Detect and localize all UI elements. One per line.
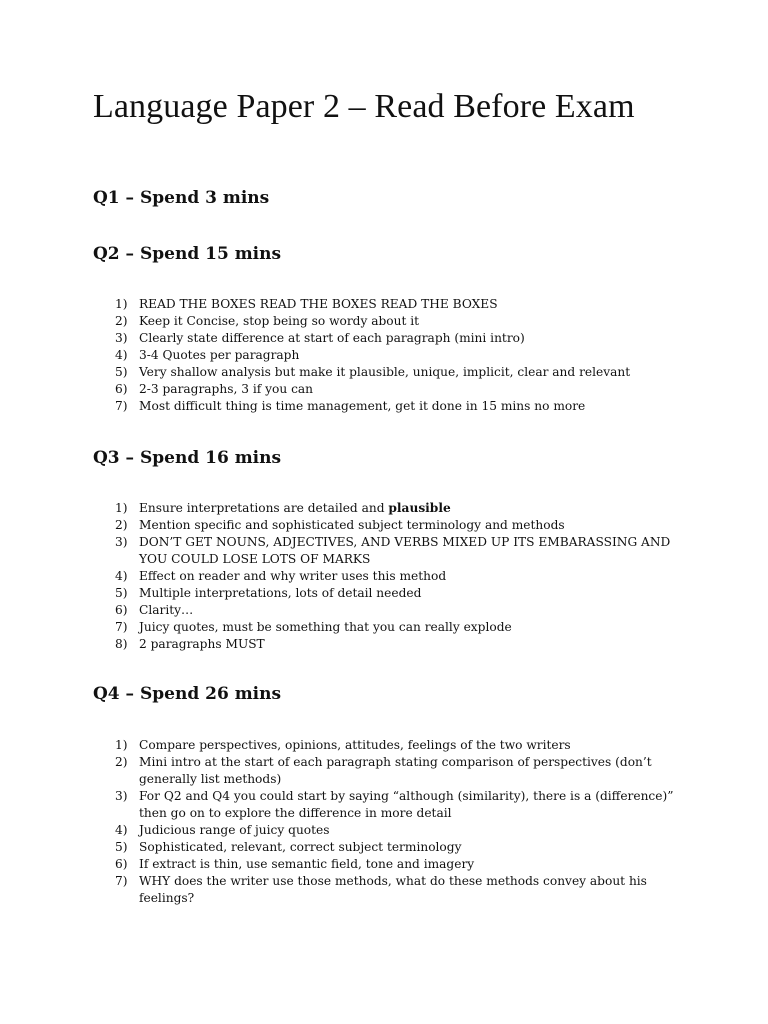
list-item — [110, 856, 679, 873]
list-item — [110, 602, 679, 619]
list-item-number: 2) — [115, 518, 128, 532]
q3-heading: Q3 – Spend 16 mins — [93, 448, 282, 468]
list-item-number: 6) — [115, 603, 128, 617]
list-item-text: 3-4 Quotes per paragraph — [139, 348, 300, 362]
list-item-number: 4) — [115, 823, 128, 837]
list-item-text: Keep it Concise, stop being so wordy about it — [139, 314, 420, 328]
list-item-emphasis: plausible — [388, 501, 451, 515]
list-item-number: 3) — [115, 535, 128, 549]
page-title: Language Paper 2 – Read Before Exam — [93, 88, 635, 125]
list-item — [110, 822, 679, 839]
list-item-number: 5) — [115, 840, 128, 854]
list-item-number: 5) — [115, 365, 128, 379]
list-item-number: 7) — [115, 874, 128, 888]
list-item — [110, 568, 679, 585]
list-item — [110, 839, 679, 856]
list-item — [110, 517, 679, 534]
list-item-text: Judicious range of juicy quotes — [139, 823, 330, 837]
list-item-number: 5) — [115, 586, 128, 600]
list-item-number: 7) — [115, 620, 128, 634]
list-item — [110, 398, 679, 415]
list-item-number: 6) — [115, 382, 128, 396]
list-item — [110, 788, 679, 822]
list-item-text: READ THE BOXES READ THE BOXES READ THE BOXES — [139, 297, 498, 311]
list-item — [110, 347, 679, 364]
list-item-text: Very shallow analysis but make it plausible, unique, implicit, clear and relevant — [139, 365, 631, 379]
list-item-text: DON’T GET NOUNS, ADJECTIVES, AND VERBS MIXED UP ITS EMBARASSING AND YOU COULD LOSE LOTS OF MARKS — [139, 535, 671, 566]
list-item-number: 1) — [115, 738, 128, 752]
list-item-text: Clearly state difference at start of each paragraph (mini intro) — [139, 331, 525, 345]
list-item — [110, 636, 679, 653]
q2-list — [110, 296, 679, 415]
list-item-text: Ensure interpretations are detailed and — [139, 501, 389, 515]
list-item-text: Mention specific and sophisticated subject terminology and methods — [139, 518, 565, 532]
q2-heading: Q2 – Spend 15 mins — [93, 244, 282, 264]
list-item-text: Clarity… — [139, 603, 194, 617]
list-item — [110, 313, 679, 330]
list-item-text: 2-3 paragraphs, 3 if you can — [139, 382, 314, 396]
list-item-number: 8) — [115, 637, 128, 651]
list-item-number: 2) — [115, 314, 128, 328]
list-item-text: Multiple interpretations, lots of detail needed — [139, 586, 422, 600]
list-item — [110, 534, 679, 568]
list-item-number: 4) — [115, 348, 128, 362]
list-item — [110, 500, 679, 517]
list-item-number: 3) — [115, 331, 128, 345]
q3-list — [110, 500, 679, 653]
q4-heading: Q4 – Spend 26 mins — [93, 684, 282, 704]
list-item — [110, 585, 679, 602]
list-item — [110, 381, 679, 398]
list-item — [110, 873, 679, 907]
list-item-number: 2) — [115, 755, 128, 769]
list-item-text: Sophisticated, relevant, correct subject terminology — [139, 840, 462, 854]
list-item-number: 6) — [115, 857, 128, 871]
list-item-number: 3) — [115, 789, 128, 803]
list-item — [110, 737, 679, 754]
list-item-text: Juicy quotes, must be something that you can really explode — [139, 620, 512, 634]
list-item-text: If extract is thin, use semantic field, tone and imagery — [139, 857, 475, 871]
list-item-number: 7) — [115, 399, 128, 413]
list-item — [110, 754, 679, 788]
list-item-text: Compare perspectives, opinions, attitudes, feelings of the two writers — [139, 738, 571, 752]
list-item-number: 4) — [115, 569, 128, 583]
list-item — [110, 619, 679, 636]
list-item — [110, 364, 679, 381]
list-item-number: 1) — [115, 297, 128, 311]
q4-list — [110, 737, 679, 907]
list-item-text: Most difficult thing is time management, get it done in 15 mins no more — [139, 399, 586, 413]
list-item-number: 1) — [115, 501, 128, 515]
q1-heading: Q1 – Spend 3 mins — [93, 188, 270, 208]
list-item — [110, 296, 679, 313]
list-item-text: For Q2 and Q4 you could start by saying “although (similarity), there is a (difference)” then go on to explore the difference in more detail — [139, 789, 674, 820]
list-item-text: 2 paragraphs MUST — [139, 637, 265, 651]
list-item-text: Mini intro at the start of each paragraph stating comparison of perspectives (don’t generally list methods) — [139, 755, 652, 786]
list-item-text: Effect on reader and why writer uses this method — [139, 569, 447, 583]
list-item — [110, 330, 679, 347]
list-item-text: WHY does the writer use those methods, what do these methods convey about his feelings? — [139, 874, 647, 905]
